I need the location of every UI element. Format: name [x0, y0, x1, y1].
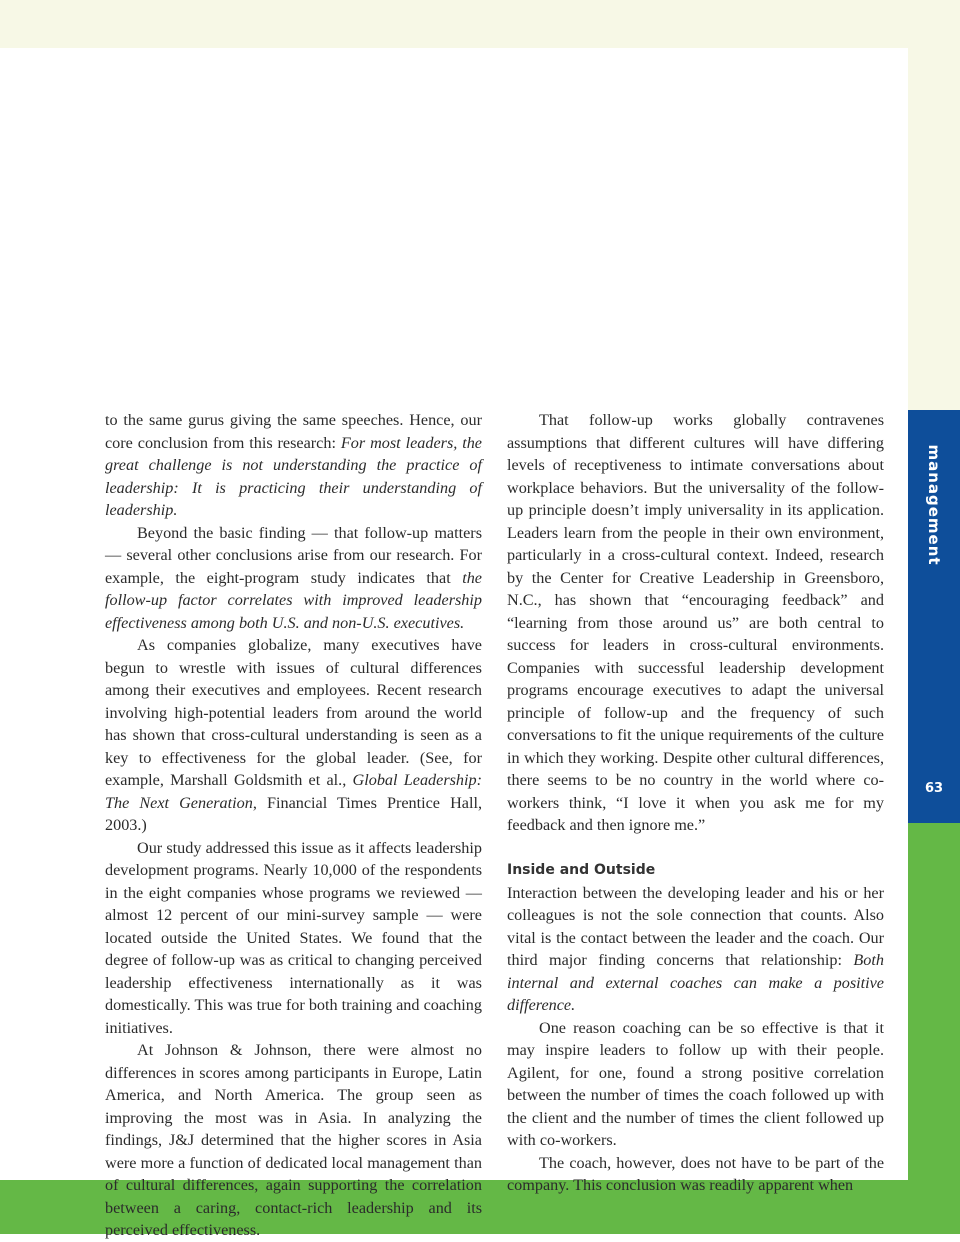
- paragraph: Interaction between the developing leader and his or her colleagues is not the sole connection that counts. Also vital is the contact between the leader and the coach. Our third major finding concerns that relationship: Both internal and external coaches can make a positive difference.: [507, 883, 884, 1014]
- paragraph: At Johnson & Johnson, there were almost no differences in scores among participants in Europe, Latin America, and North America. The group seen as improving the most was in Asia. In analyzing the findings, J&J determined that the higher scores in Asia were more a function of dedicated local management than of cultural differences, again supporting the correlation between a caring, contact-rich leadership and its perceived effectiveness.: [105, 1041, 482, 1239]
- top-margin-band: [0, 0, 960, 48]
- paragraph: to the same gurus giving the same speeches. Hence, our core conclusion from this research: For most leaders, the great challenge is not understanding the practice of leadership: It is practicing their understanding of leadership.: [105, 411, 482, 519]
- left-text-column: [105, 409, 482, 1242]
- paragraph: Our study addressed this issue as it affects leadership development programs. Nearly 10,000 of the respondents in the eight companies whose programs we reviewed — almost 12 percent of our mini-survey sample — were located outside the United States. We found that the degree of follow-up was as critical to changing perceived leadership effectiveness internationally as it was domestically. This was true for both training and coaching initiatives.: [105, 838, 482, 1037]
- paragraph: Beyond the basic finding — that follow-up matters — several other conclusions arise from our research. For example, the eight-program study indicates that the follow-up factor correlates with improved leadership effectiveness among both U.S. and non-U.S. executives.: [105, 523, 482, 632]
- paragraph: One reason coaching can be so effective is that it may inspire leaders to follow up with their people. Agilent, for one, found a strong positive correlation between the number of times the coach followed up with the client and the number of times the client followed up with co-workers.: [507, 1018, 884, 1149]
- paragraph: As companies globalize, many executives have begun to wrestle with issues of cultural differences among their executives and employees. Recent research involving high-potential leaders from around the world has shown that cross-cultural understanding is seen as a key to effectiveness for the global leader. (See, for example, Marshall Goldsmith et al., Global Leadership: The Next Generation, Financial Times Prentice Hall, 2003.): [105, 636, 483, 834]
- section-label: management: [925, 444, 943, 566]
- paragraph: That follow-up works globally contravenes assumptions that different cultures will have differing levels of receptiveness to intimate conversations about workplace behaviors. But the universality of the follow-up principle doesn’t imply universality in its application. Leaders learn from the people in their own environment, particularly in a cross-cultural context. Indeed, research by the Center for Creative Leadership in Greensboro, N.C., has shown that “encouraging feedback” and “learning from those around us” are both central to success for leaders in cross-cultural environments. Companies with successful leadership development programs encourage executives to adapt the universal principle of follow-up and the frequency of such conversations to fit the unique requirements of the culture in which they working. Despite other cultural differences, there seems to be no country in the world where co-workers think, “I love it when you ask me for my feedback and then ignore me.”: [507, 411, 884, 834]
- section-heading: Inside and Outside: [507, 862, 656, 878]
- right-text-column: [507, 409, 884, 1197]
- page-number: 63: [924, 781, 944, 796]
- paragraph: The coach, however, does not have to be part of the company. This conclusion was readily apparent when: [507, 1153, 884, 1194]
- page-number-tab: [908, 823, 960, 1180]
